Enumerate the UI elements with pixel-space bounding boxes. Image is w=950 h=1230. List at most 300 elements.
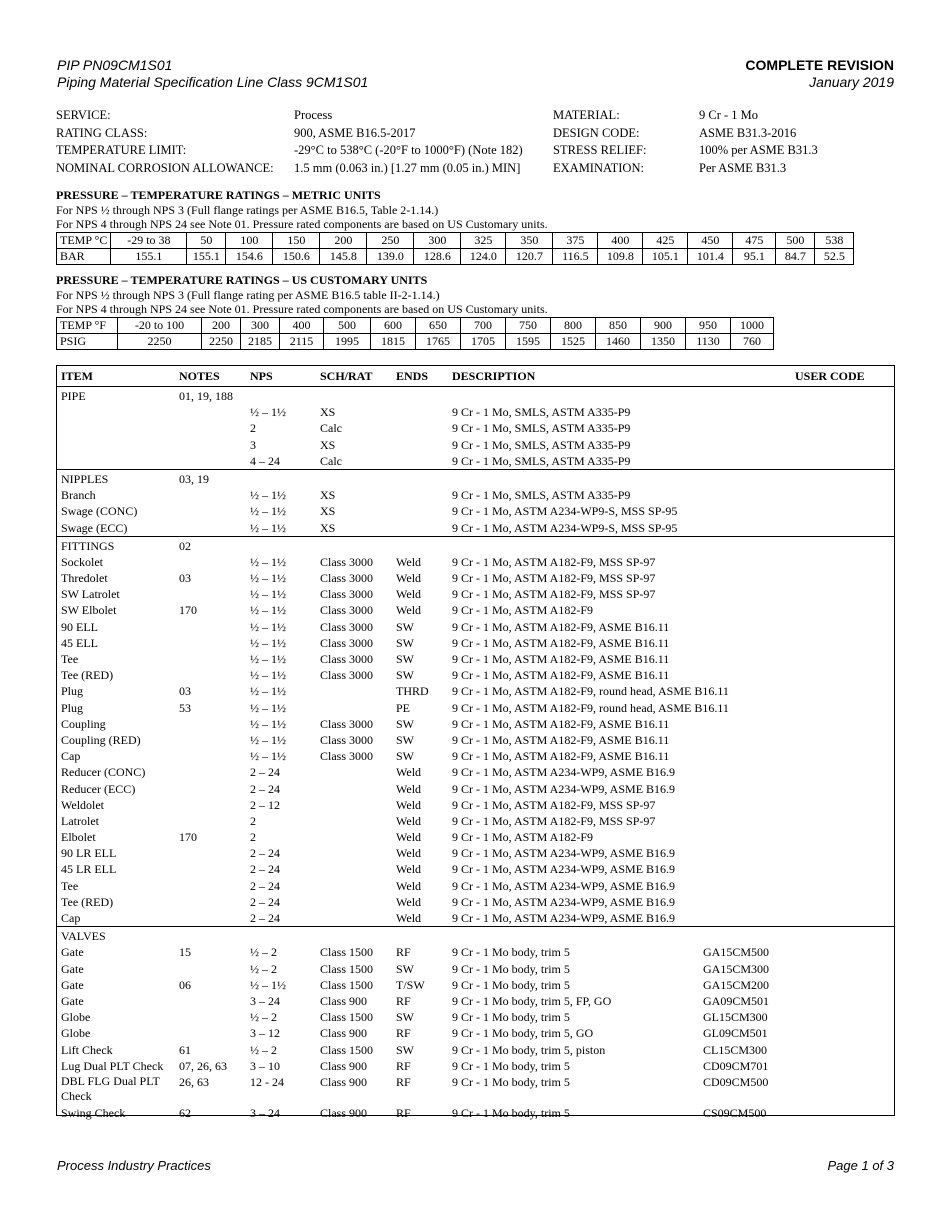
cell-description: 9 Cr - 1 Mo, ASTM A234-WP9, ASME B16.9 [452, 781, 676, 796]
cell-item: 90 ELL [61, 619, 98, 634]
table-row [57, 1042, 894, 1058]
cell-description: 9 Cr - 1 Mo body, trim 5 [452, 1058, 570, 1073]
info-value: 1.5 mm (0.063 in.) [1.27 mm (0.05 in.) MIN] [294, 160, 521, 175]
ratings-row [57, 248, 854, 264]
cell-ends: Weld [396, 911, 422, 925]
table-row [57, 748, 894, 764]
cell-sch-rat: Class 3000 [320, 603, 374, 618]
cell-description: 9 Cr - 1 Mo, SMLS, ASTM A335-P9 [452, 453, 631, 468]
cell-item: SW Latrolet [61, 587, 120, 602]
cell-sch-rat: Class 900 [320, 1058, 368, 1073]
ratings-cell: 52.5 [815, 248, 854, 264]
table-row [57, 453, 894, 469]
info-value: 100% per ASME B31.3 [699, 143, 818, 157]
cell-description: 9 Cr - 1 Mo, ASTM A182-F9, round head, ASME B16.11 [452, 684, 729, 699]
cell-description: 9 Cr - 1 Mo body, trim 5, piston [452, 1042, 606, 1057]
cell-description: 9 Cr - 1 Mo, ASTM A234-WP9, ASME B16.9 [452, 878, 676, 893]
ratings-cell: 109.8 [598, 248, 643, 264]
cell-description: 9 Cr - 1 Mo, ASTM A234-WP9, ASME B16.9 [452, 894, 676, 909]
table-row [57, 554, 894, 570]
cell-item: Plug [61, 684, 84, 699]
cell-nps: 3 – 10 [250, 1058, 280, 1073]
us-note-2: For NPS 4 through NPS 24 see Note 01. Pressure rated components are based on US Customary units. [56, 302, 548, 316]
cell-description: 9 Cr - 1 Mo, ASTM A182-F9, MSS SP-97 [452, 587, 656, 602]
ratings-cell: 300 [241, 317, 280, 333]
cell-ends: RF [396, 993, 411, 1008]
cell-item: VALVES [61, 929, 106, 944]
cell-user-code: GA09CM501 [703, 993, 770, 1008]
cell-nps: ½ – 2 [250, 945, 277, 960]
ratings-cell: 155.1 [111, 248, 187, 264]
column-header-item: ITEM [61, 369, 94, 383]
table-row [57, 845, 894, 861]
ratings-cell: 84.7 [776, 248, 815, 264]
cell-item: Branch [61, 488, 96, 503]
us-ratings-table [56, 317, 774, 350]
info-label: NOMINAL CORROSION ALLOWANCE: [56, 160, 274, 175]
revision-label: COMPLETE REVISION [745, 57, 894, 73]
cell-nps: ½ – 2 [250, 1042, 277, 1057]
cell-description: 9 Cr - 1 Mo, ASTM A234-WP9, ASME B16.9 [452, 911, 676, 925]
cell-notes: 170 [179, 830, 197, 845]
cell-ends: Weld [396, 813, 422, 828]
cell-notes: 03 [179, 571, 191, 586]
ratings-cell: 95.1 [733, 248, 776, 264]
cell-notes: 07, 26, 63 [179, 1058, 227, 1073]
cell-item: SW Elbolet [61, 603, 117, 618]
ratings-cell: 50 [187, 232, 226, 248]
cell-description: 9 Cr - 1 Mo, ASTM A182-F9, MSS SP-97 [452, 554, 656, 569]
cell-description: 9 Cr - 1 Mo, ASTM A182-F9, ASME B16.11 [452, 652, 670, 666]
cell-description: 9 Cr - 1 Mo, ASTM A182-F9, ASME B16.11 [452, 619, 670, 634]
cell-description: 9 Cr - 1 Mo, ASTM A182-F9, MSS SP-97 [452, 797, 656, 812]
cell-nps: ½ – 1½ [250, 619, 286, 634]
cell-nps: 2 – 24 [250, 862, 280, 877]
cell-item: Elbolet [61, 830, 96, 845]
cell-ends: SW [396, 619, 414, 634]
spec-group [57, 537, 894, 928]
table-row [57, 619, 894, 635]
cell-sch-rat: XS [320, 504, 336, 519]
ratings-cell: 450 [688, 232, 733, 248]
cell-description: 9 Cr - 1 Mo, ASTM A182-F9, MSS SP-97 [452, 813, 656, 828]
document-header-left [57, 57, 368, 91]
table-row [57, 388, 894, 404]
cell-item: Gate [61, 945, 84, 960]
table-row [57, 520, 894, 536]
ratings-cell: 350 [506, 232, 553, 248]
cell-item: Tee (RED) [61, 894, 114, 909]
us-note-1: For NPS ½ through NPS 3 (Full flange rating per ASME B16.5 table II-2-1.14.) [56, 287, 440, 302]
cell-nps: ½ – 1½ [250, 732, 286, 747]
service-info-row [56, 125, 896, 143]
cell-ends: Weld [396, 830, 422, 845]
ratings-cell: 400 [280, 317, 324, 333]
cell-nps: ½ – 1½ [250, 668, 286, 683]
cell-nps: ½ – 1½ [250, 700, 286, 715]
cell-description: 9 Cr - 1 Mo body, trim 5 [452, 945, 570, 960]
ratings-cell: 850 [596, 317, 641, 333]
table-row [57, 797, 894, 813]
cell-user-code: CS09CM500 [703, 1105, 767, 1120]
ratings-cell: 900 [641, 317, 686, 333]
cell-item: Sockolet [61, 554, 103, 569]
ratings-row-label: TEMP °C [57, 232, 111, 248]
info-label: STRESS RELIEF: [553, 143, 647, 157]
cell-item: Swing Check [61, 1105, 126, 1120]
service-info-row [56, 107, 896, 125]
cell-ends: Weld [396, 603, 422, 618]
ratings-cell: 600 [371, 317, 416, 333]
document-header-right [745, 57, 894, 91]
cell-ends: Weld [396, 894, 422, 909]
table-row [57, 894, 894, 910]
cell-nps: 2 [250, 421, 256, 436]
cell-nps: 2 – 24 [250, 765, 280, 780]
cell-sch-rat: Class 3000 [320, 619, 374, 634]
footer-org: Process Industry Practices [57, 1158, 211, 1173]
table-row [57, 503, 894, 519]
info-value: 900, ASME B16.5-2017 [294, 125, 416, 140]
ratings-cell: 116.5 [553, 248, 598, 264]
ratings-row [57, 232, 854, 248]
metric-ratings-section [56, 188, 854, 265]
ratings-cell: 950 [686, 317, 731, 333]
cell-item: Tee [61, 652, 79, 666]
ratings-cell: 1705 [461, 333, 506, 349]
cell-nps: ½ – 1½ [250, 603, 286, 618]
table-row [57, 487, 894, 503]
cell-notes: 170 [179, 603, 197, 618]
cell-notes: 15 [179, 945, 191, 960]
table-row [57, 993, 894, 1009]
us-ratings-title: PRESSURE – TEMPERATURE RATINGS – US CUSTOMARY UNITS [56, 273, 428, 287]
cell-description: 9 Cr - 1 Mo, ASTM A182-F9, ASME B16.11 [452, 716, 670, 731]
metric-ratings-title: PRESSURE – TEMPERATURE RATINGS – METRIC UNITS [56, 188, 381, 202]
cell-sch-rat: Class 1500 [320, 945, 374, 960]
cell-item: 45 ELL [61, 635, 98, 650]
cell-sch-rat: Class 3000 [320, 554, 374, 569]
metric-note-2: For NPS 4 through NPS 24 see Note 01. Pressure rated components are based on US Customary units. [56, 217, 548, 231]
info-value: Process [294, 108, 333, 122]
spec-group [57, 470, 894, 537]
cell-ends: PE [396, 700, 411, 715]
ratings-cell: 1525 [551, 333, 596, 349]
cell-ends: RF [396, 1074, 411, 1089]
cell-sch-rat: Calc [320, 453, 342, 468]
cell-item: FITTINGS [61, 538, 115, 553]
cell-item: Gate [61, 977, 84, 992]
column-header-sch-rat: SCH/RAT [320, 369, 373, 383]
cell-sch-rat: Class 900 [320, 1074, 368, 1089]
ratings-cell: 150 [273, 232, 320, 248]
info-value: ASME B31.3-2016 [699, 125, 797, 140]
cell-item: Cap [61, 911, 81, 925]
cell-notes: 01, 19, 188 [179, 389, 233, 403]
cell-nps: 12 - 24 [250, 1074, 284, 1089]
ratings-cell: 325 [461, 232, 506, 248]
cell-ends: SW [396, 668, 414, 683]
ratings-cell: 139.0 [367, 248, 414, 264]
cell-ends: SW [396, 635, 414, 650]
ratings-cell: 650 [416, 317, 461, 333]
ratings-cell: 1130 [686, 333, 731, 349]
cell-sch-rat: Class 3000 [320, 571, 374, 586]
cell-description: 9 Cr - 1 Mo, SMLS, ASTM A335-P9 [452, 488, 631, 503]
cell-sch-rat: XS [320, 520, 336, 535]
ratings-cell: 2250 [118, 333, 202, 349]
cell-notes: 03, 19 [179, 471, 209, 486]
cell-nps: 2 – 24 [250, 911, 280, 925]
cell-sch-rat: Class 3000 [320, 716, 374, 731]
cell-ends: SW [396, 749, 414, 764]
cell-description: 9 Cr - 1 Mo, SMLS, ASTM A335-P9 [452, 405, 631, 420]
cell-notes: 02 [179, 538, 191, 553]
metric-note-1: For NPS ½ through NPS 3 (Full flange ratings per ASME B16.5, Table 2-1.14.) [56, 202, 439, 217]
table-row [57, 1025, 894, 1041]
column-header-ends: ENDS [396, 369, 429, 383]
service-info-row [56, 142, 896, 160]
ratings-cell: 1995 [324, 333, 371, 349]
cell-sch-rat: Class 3000 [320, 668, 374, 683]
cell-description: 9 Cr - 1 Mo, ASTM A234-WP9-S, MSS SP-95 [452, 504, 678, 519]
cell-nps: ½ – 1½ [250, 977, 286, 992]
cell-item: Cap [61, 749, 81, 764]
ratings-cell: 2185 [241, 333, 280, 349]
cell-sch-rat: XS [320, 488, 336, 503]
table-row [57, 732, 894, 748]
table-row [57, 1009, 894, 1025]
ratings-cell: 1000 [731, 317, 774, 333]
ratings-cell: 145.8 [320, 248, 367, 264]
revision-date: January 2019 [809, 74, 894, 90]
cell-ends: SW [396, 1042, 414, 1057]
cell-sch-rat: XS [320, 405, 336, 420]
ratings-cell: 400 [598, 232, 643, 248]
cell-sch-rat: Class 3000 [320, 732, 374, 747]
table-row [57, 910, 894, 926]
spec-group [57, 927, 894, 1121]
ratings-cell: 475 [733, 232, 776, 248]
table-row [57, 700, 894, 716]
table-row [57, 404, 894, 420]
cell-nps: ½ – 1½ [250, 716, 286, 731]
cell-item: DBL FLG Dual PLT Check [61, 1073, 160, 1104]
ratings-cell: 155.1 [187, 248, 226, 264]
cell-item: Tee [61, 878, 79, 893]
cell-notes: 61 [179, 1042, 191, 1057]
ratings-cell: 750 [506, 317, 551, 333]
cell-user-code: GA15CM200 [703, 977, 770, 992]
table-row [57, 861, 894, 877]
cell-item: Weldolet [61, 797, 105, 812]
ratings-cell: 1765 [416, 333, 461, 349]
cell-description: 9 Cr - 1 Mo, ASTM A182-F9, round head, ASME B16.11 [452, 700, 729, 715]
ratings-cell: 300 [414, 232, 461, 248]
ratings-cell: 200 [202, 317, 241, 333]
ratings-cell: 128.6 [414, 248, 461, 264]
cell-sch-rat: Class 1500 [320, 1010, 374, 1025]
cell-ends: Weld [396, 878, 422, 893]
ratings-cell: 2115 [280, 333, 324, 349]
table-row [57, 1074, 894, 1105]
column-header-user-code: USER CODE [795, 369, 865, 383]
cell-nps: ½ – 1½ [250, 684, 286, 699]
table-row [57, 813, 894, 829]
cell-notes: 06 [179, 977, 191, 992]
cell-description: 9 Cr - 1 Mo body, trim 5 [452, 977, 570, 992]
cell-item: Reducer (CONC) [61, 765, 146, 780]
cell-user-code: GL09CM501 [703, 1026, 768, 1041]
info-label: MATERIAL: [553, 108, 620, 122]
info-value: 9 Cr - 1 Mo [699, 108, 759, 122]
cell-nps: 2 [250, 830, 256, 845]
ratings-cell: 700 [461, 317, 506, 333]
cell-nps: ½ – 1½ [250, 652, 286, 666]
cell-item: 90 LR ELL [61, 846, 117, 861]
cell-item: Coupling [61, 716, 106, 731]
cell-item: Globe [61, 1026, 91, 1041]
us-ratings-section [56, 273, 774, 350]
cell-user-code: GA15CM300 [703, 961, 770, 976]
page-number: Page 1 of 3 [827, 1158, 894, 1173]
spec-group [57, 387, 894, 470]
cell-description: 9 Cr - 1 Mo, ASTM A234-WP9, ASME B16.9 [452, 765, 676, 780]
cell-sch-rat: XS [320, 437, 336, 452]
cell-item: Lift Check [61, 1042, 113, 1057]
cell-sch-rat: Class 1500 [320, 977, 374, 992]
ratings-cell: -20 to 100 [118, 317, 202, 333]
cell-description: 9 Cr - 1 Mo body, trim 5 [452, 1010, 570, 1025]
table-row [57, 716, 894, 732]
cell-item: PIPE [61, 389, 86, 403]
table-row [57, 961, 894, 977]
ratings-cell: 250 [367, 232, 414, 248]
cell-item: Globe [61, 1010, 91, 1025]
ratings-cell: 2250 [202, 333, 241, 349]
cell-sch-rat: Class 3000 [320, 749, 374, 764]
cell-description: 9 Cr - 1 Mo, ASTM A234-WP9-S, MSS SP-95 [452, 520, 678, 535]
cell-user-code: GA15CM500 [703, 945, 770, 960]
cell-nps: ½ – 1½ [250, 635, 286, 650]
cell-sch-rat: Class 900 [320, 993, 368, 1008]
cell-sch-rat: Class 900 [320, 1026, 368, 1041]
cell-nps: 2 – 24 [250, 781, 280, 796]
metric-ratings-table [56, 232, 854, 265]
info-value: Per ASME B31.3 [699, 160, 787, 175]
cell-description: 9 Cr - 1 Mo, SMLS, ASTM A335-P9 [452, 421, 631, 436]
cell-description: 9 Cr - 1 Mo, ASTM A182-F9, ASME B16.11 [452, 749, 670, 764]
info-label: EXAMINATION: [553, 160, 644, 175]
ratings-cell: 100 [226, 232, 273, 248]
doc-title: Piping Material Specification Line Class 9CM1S01 [57, 74, 369, 90]
cell-nps: ½ – 1½ [250, 749, 286, 764]
cell-nps: ½ – 1½ [250, 504, 286, 519]
cell-notes: 53 [179, 700, 191, 715]
spec-table-header [57, 366, 894, 387]
cell-ends: SW [396, 652, 414, 666]
ratings-cell: 1815 [371, 333, 416, 349]
column-header-description: DESCRIPTION [452, 369, 536, 383]
table-row [57, 1105, 894, 1121]
cell-ends: Weld [396, 846, 422, 861]
table-row [57, 878, 894, 894]
cell-item: NIPPLES [61, 471, 109, 486]
table-row [57, 667, 894, 683]
table-row [57, 928, 894, 944]
service-info-row [56, 160, 896, 178]
cell-nps: 3 – 24 [250, 993, 280, 1008]
cell-ends: RF [396, 1105, 411, 1120]
table-row [57, 570, 894, 586]
ratings-cell: 1350 [641, 333, 686, 349]
cell-item: Lug Dual PLT Check [61, 1058, 164, 1073]
cell-item: Tee (RED) [61, 668, 114, 683]
cell-ends: Weld [396, 797, 422, 812]
column-header-nps: NPS [250, 369, 273, 383]
ratings-row [57, 333, 774, 349]
ratings-cell: 760 [731, 333, 774, 349]
ratings-cell: -29 to 38 [111, 232, 187, 248]
ratings-cell: 1595 [506, 333, 551, 349]
cell-description: 9 Cr - 1 Mo body, trim 5, FP, GO [452, 993, 612, 1008]
ratings-row-label: TEMP °F [57, 317, 118, 333]
cell-nps: 3 [250, 437, 256, 452]
cell-description: 9 Cr - 1 Mo body, trim 5 [452, 1074, 570, 1089]
material-spec-table [56, 365, 895, 1120]
cell-item: Coupling (RED) [61, 732, 141, 747]
cell-ends: Weld [396, 781, 422, 796]
cell-sch-rat: Class 1500 [320, 1042, 374, 1057]
cell-ends: Weld [396, 587, 422, 602]
table-row [57, 437, 894, 453]
cell-description: 9 Cr - 1 Mo, ASTM A234-WP9, ASME B16.9 [452, 846, 676, 861]
ratings-cell: 124.0 [461, 248, 506, 264]
cell-item: Thredolet [61, 571, 108, 586]
info-label: TEMPERATURE LIMIT: [56, 143, 187, 157]
ratings-cell: 375 [553, 232, 598, 248]
ratings-cell: 500 [776, 232, 815, 248]
cell-item: Swage (CONC) [61, 504, 138, 519]
cell-nps: ½ – 1½ [250, 488, 286, 503]
ratings-cell: 800 [551, 317, 596, 333]
table-row [57, 1058, 894, 1074]
cell-description: 9 Cr - 1 Mo, SMLS, ASTM A335-P9 [452, 437, 631, 452]
cell-nps: 2 – 24 [250, 878, 280, 893]
table-row [57, 683, 894, 699]
ratings-cell: 150.6 [273, 248, 320, 264]
cell-ends: THRD [396, 684, 429, 699]
cell-ends: RF [396, 1026, 411, 1041]
cell-item: Gate [61, 961, 84, 976]
cell-description: 9 Cr - 1 Mo body, trim 5, GO [452, 1026, 594, 1041]
table-row [57, 420, 894, 436]
ratings-row-label: PSIG [57, 333, 118, 349]
table-row [57, 602, 894, 618]
cell-description: 9 Cr - 1 Mo, ASTM A182-F9, ASME B16.11 [452, 668, 670, 683]
table-row [57, 764, 894, 780]
ratings-cell: 120.7 [506, 248, 553, 264]
cell-notes: 62 [179, 1105, 191, 1120]
info-label: SERVICE: [56, 108, 111, 122]
table-row [57, 538, 894, 554]
cell-nps: ½ – 1½ [250, 554, 286, 569]
info-label: RATING CLASS: [56, 125, 148, 140]
table-row [57, 781, 894, 797]
cell-nps: ½ – 1½ [250, 520, 286, 535]
column-header-notes: NOTES [179, 369, 220, 383]
cell-description: 9 Cr - 1 Mo, ASTM A182-F9, MSS SP-97 [452, 571, 656, 586]
